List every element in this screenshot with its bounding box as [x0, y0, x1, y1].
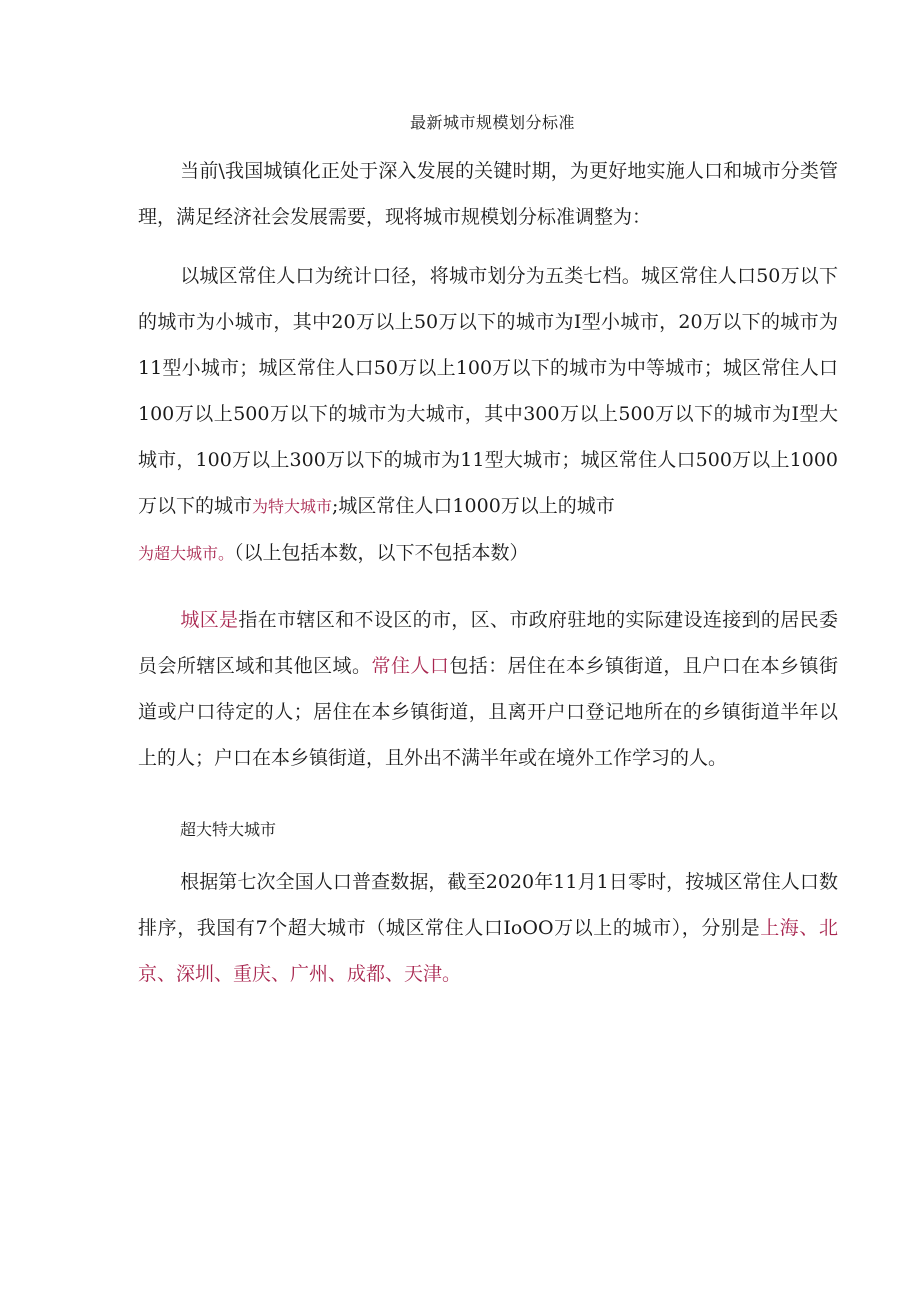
intro-paragraph-text: 当前\我国城镇化正处于深入发展的关键时期，为更好地实施人口和城市分类管理，满足经济社会发展需要，现将城市规模划分标准调整为：	[138, 160, 838, 228]
highlight-city-list: 上海、北京、深圳、重庆、广州、成都、天津。	[138, 917, 838, 985]
highlight-super-city: 为超大城市。	[138, 544, 235, 563]
classification-text-a: 以城区常住人口为统计口径，将城市划分为五类七档。城区常住人口50万以下的城市为小城市，其中20万以上50万以下的城市为I型小城市，20万以下的城市为11型小城市；城区常住人口50万以上100万以下的城市为中等城市；城区常住人口100万以上500万以下的城市为大城市，其中300万以上500万以下的城市为I型大城市，100万以上300万以下的城市为11型大城市；城区常住人口500万以上1000万以下的城市	[138, 265, 838, 517]
highlight-urban-area: 城区是	[180, 609, 239, 631]
highlight-resident-population: 常住人口	[371, 655, 450, 677]
highlight-mega-city: 为特大城市	[252, 497, 333, 516]
intro-paragraph	[138, 148, 838, 240]
census-text-a: 根据第七次全国人口普查数据，截至2020年11月1日零时，按城区常住人口数排序，我国有7个超大城市（城区常住人口IoOO万以上的城市），分别是	[138, 871, 838, 939]
definition-text-b: 包括：居住在本乡镇街道，且户口在本乡镇街道或户口待定的人；居住在本乡镇街道，且离开户口登记地所在的乡镇街道半年以上的人；户口在本乡镇街道，且外出不满半年或在境外工作学习的人。	[138, 655, 838, 769]
definition-text-a: 指在市辖区和不设区的市，区、市政府驻地的实际建设连接到的居民委员会所辖区域和其他区域。	[138, 609, 838, 677]
section-subheading: 超大特大城市	[180, 820, 277, 839]
classification-text-b: ;城区常住人口1000万以上的城市	[332, 495, 615, 517]
classification-paragraph	[138, 253, 838, 577]
classification-text-c: （以上包括本数，以下不包括本数）	[234, 542, 529, 564]
document-title: 最新城市规模划分标准	[409, 113, 575, 132]
census-paragraph	[138, 859, 838, 997]
definition-paragraph	[138, 597, 838, 781]
